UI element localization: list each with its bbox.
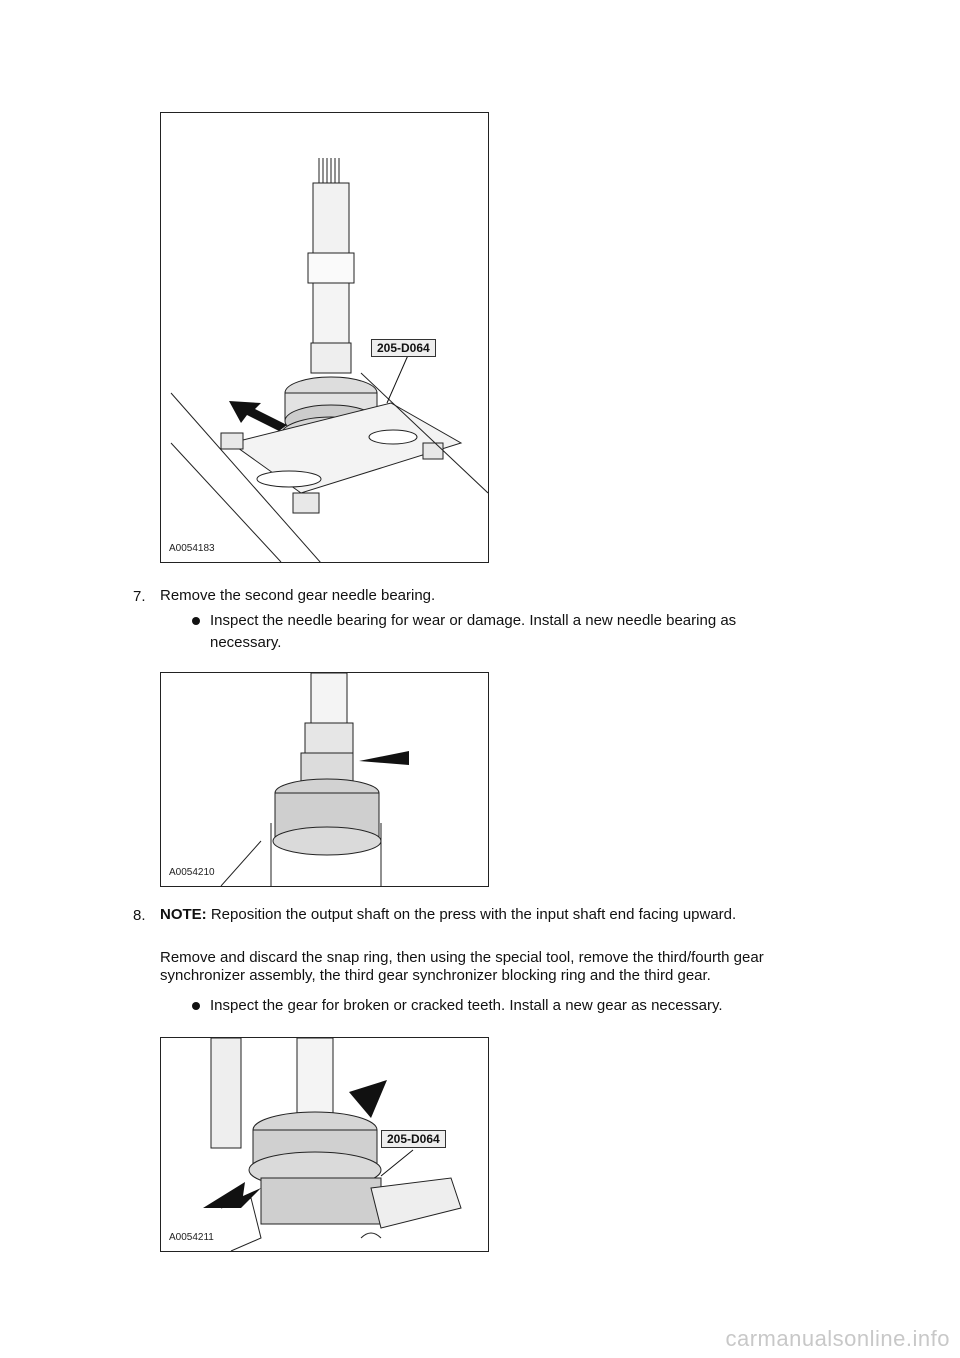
figure-2 <box>160 672 489 887</box>
step-8-bullet-text: Inspect the gear for broken or cracked teeth. Install a new gear as necessary. <box>210 997 723 1014</box>
step-8-text: Remove and discard the snap ring, then using the special tool, remove the third/fourth gear synchronizer assembly, the third gear synchronizer blocking ring and the third gear. <box>160 949 764 984</box>
figure-3-id: A0054211 <box>169 1232 214 1243</box>
figure-1-callout: 205-D064 <box>371 339 436 357</box>
watermark: carmanualsonline.info <box>725 1326 950 1351</box>
figure-3-callout: 205-D064 <box>381 1130 446 1148</box>
step-8-bullet-dot <box>192 1002 200 1010</box>
figure-2-illustration <box>161 673 488 886</box>
figure-3 <box>160 1037 489 1252</box>
step-7-bullet-dot <box>192 617 200 625</box>
figure-1-illustration <box>161 113 488 562</box>
step-7-number: 7. <box>133 588 146 605</box>
step-8-note <box>160 905 860 925</box>
step-7-bullet-text: Inspect the needle bearing for wear or damage. Install a new needle bearing as necessary. <box>210 612 737 651</box>
step-8-note-text: Reposition the output shaft on the press with the input shaft end facing upward. <box>210 906 737 923</box>
figure-2-id: A0054210 <box>169 867 215 878</box>
step-8-note-label: NOTE: <box>160 906 207 923</box>
figure-1-id: A0054183 <box>169 543 215 554</box>
step-8-number: 8. <box>133 907 146 924</box>
step-7-text: Remove the second gear needle bearing. <box>160 587 436 604</box>
figure-1 <box>160 112 489 563</box>
